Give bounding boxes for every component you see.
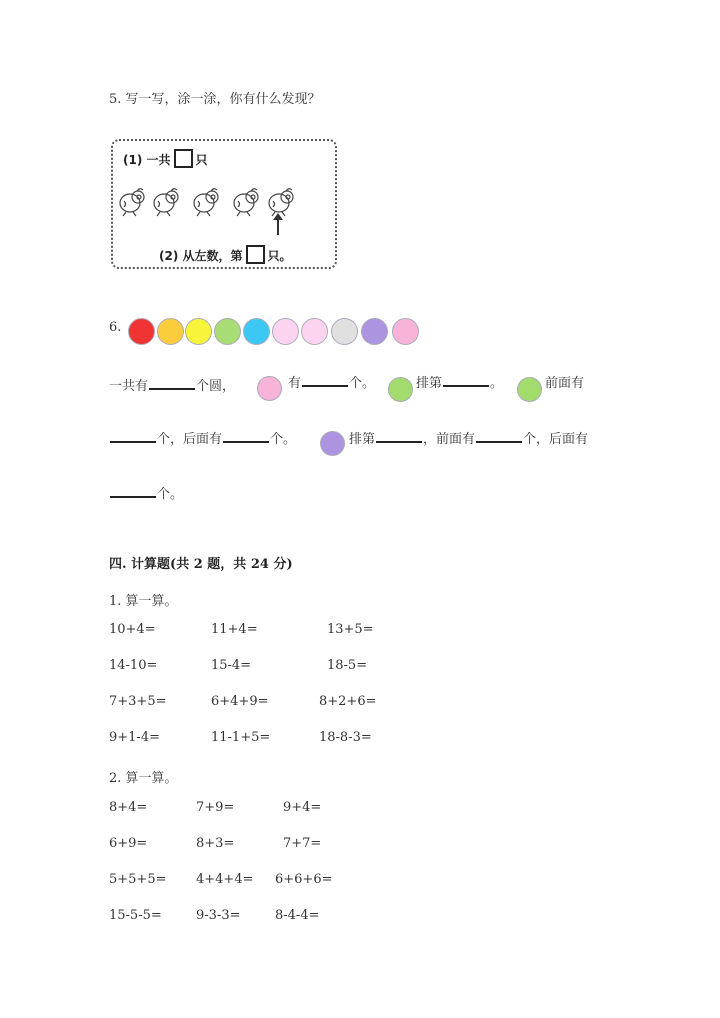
calc-expression: 15-5-5= xyxy=(109,908,162,923)
calc-expression: 7+3+5= xyxy=(109,694,167,709)
answer-blank[interactable] xyxy=(376,431,422,443)
calc-expression: 9+4= xyxy=(283,800,322,815)
color-circle-icon xyxy=(331,318,358,345)
green-circle-icon xyxy=(517,377,542,402)
text: 个，后面有 xyxy=(157,432,223,447)
section-heading: 四. 计算题(共 2 题，共 24 分) xyxy=(109,557,293,572)
color-circle-icon xyxy=(392,318,419,345)
answer-blank[interactable] xyxy=(476,431,522,443)
up-arrow-icon xyxy=(277,219,279,235)
answer-blank[interactable] xyxy=(149,378,195,390)
calc-expression: 4+4+4= xyxy=(196,872,254,887)
chick-icon xyxy=(150,185,184,219)
calc-q1-title: 1. 算一算。 xyxy=(109,594,178,609)
color-circle-icon xyxy=(272,318,299,345)
calc-expression: 14-10= xyxy=(109,658,158,673)
q6-line-1d: 前面有 xyxy=(545,376,585,391)
answer-box-2[interactable] xyxy=(246,245,265,264)
text: ，前面有 xyxy=(423,432,476,447)
chick-icon xyxy=(116,185,150,219)
q6-line-1 xyxy=(109,375,235,394)
text: 个。 xyxy=(349,376,376,391)
color-circle-icon xyxy=(214,318,241,345)
calc-expression: 9-3-3= xyxy=(196,908,241,923)
calc-expression: 8+2+6= xyxy=(319,694,377,709)
text: 有 xyxy=(288,376,302,391)
q6-line-1c xyxy=(416,372,503,391)
q6-line-3 xyxy=(109,483,183,502)
calc-expression: 9+1-4= xyxy=(109,730,160,745)
text: 个。 xyxy=(270,432,297,447)
text: 排第 xyxy=(349,432,376,447)
pink-circle-icon xyxy=(257,376,282,401)
text: 一共有 xyxy=(109,379,149,394)
answer-box-1[interactable] xyxy=(174,149,193,168)
answer-blank[interactable] xyxy=(110,486,156,498)
color-circle-icon xyxy=(128,318,155,345)
color-circle-icon xyxy=(243,318,270,345)
text: 排第 xyxy=(416,376,443,391)
answer-blank[interactable] xyxy=(443,375,489,387)
green-circle-icon xyxy=(388,377,413,402)
color-circle-icon xyxy=(157,318,184,345)
color-circle-icon xyxy=(361,318,388,345)
text: 个，后面有 xyxy=(523,432,589,447)
question-5-title: 5. 写一写，涂一涂，你有什么发现？ xyxy=(109,92,321,107)
calc-expression: 5+5+5= xyxy=(109,872,167,887)
calc-expression: 7+9= xyxy=(196,800,235,815)
calc-expression: 6+9= xyxy=(109,836,148,851)
q6-line-1b xyxy=(288,372,375,391)
part1-suffix: 只 xyxy=(195,153,208,167)
calc-expression: 18-8-3= xyxy=(319,730,372,745)
calc-expression: 11+4= xyxy=(211,622,258,637)
calc-expression: 15-4= xyxy=(211,658,252,673)
color-circle-icon xyxy=(301,318,328,345)
calc-expression: 6+4+9= xyxy=(211,694,269,709)
answer-blank[interactable] xyxy=(223,431,269,443)
calc-expression: 18-5= xyxy=(327,658,368,673)
calc-expression: 13+5= xyxy=(327,622,374,637)
calc-expression: 7+7= xyxy=(283,836,322,851)
calc-expression: 6+6+6= xyxy=(275,872,333,887)
q6-line-2b xyxy=(349,428,588,447)
q6-line-2 xyxy=(109,428,296,447)
part2-suffix: 只。 xyxy=(267,249,292,263)
color-circle-icon xyxy=(185,318,212,345)
text: 个。 xyxy=(157,487,184,502)
calc-expression: 11-1+5= xyxy=(211,730,271,745)
calc-expression: 8-4-4= xyxy=(275,908,320,923)
calc-expression: 8+3= xyxy=(196,836,235,851)
part1-prefix: (1) 一共 xyxy=(123,153,171,167)
calc-expression: 10+4= xyxy=(109,622,156,637)
chick-icon xyxy=(190,185,224,219)
text: 个圆， xyxy=(196,379,236,394)
calc-expression: 8+4= xyxy=(109,800,148,815)
calc-q2-title: 2. 算一算。 xyxy=(109,771,178,786)
answer-blank[interactable] xyxy=(110,431,156,443)
purple-circle-icon xyxy=(320,431,345,456)
question-6-number: 6. xyxy=(109,320,122,335)
part2-prefix: (2) 从左数，第 xyxy=(159,249,243,263)
text: 。 xyxy=(490,376,504,391)
figure-part-1 xyxy=(123,149,208,168)
chick-icon xyxy=(230,185,264,219)
answer-blank[interactable] xyxy=(302,375,348,387)
figure-part-2 xyxy=(159,245,292,264)
